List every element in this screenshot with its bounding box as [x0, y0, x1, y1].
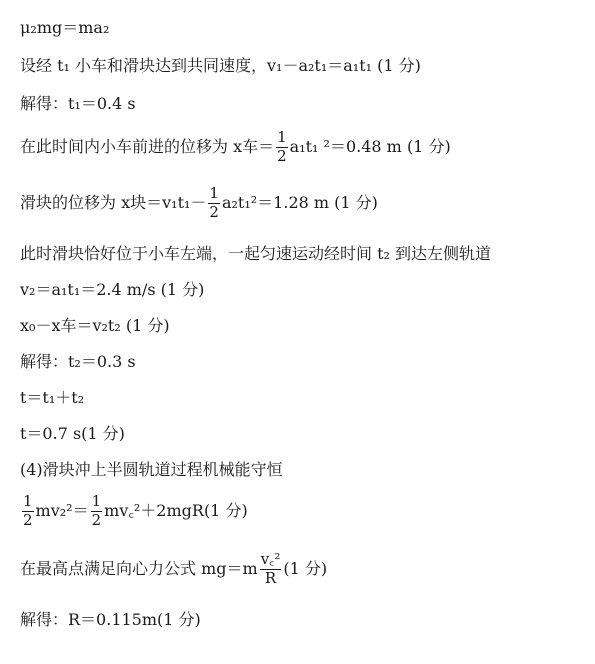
equation-friction-block: μ₂mg＝ma₂ — [20, 18, 110, 37]
energy-conservation-line: $\frac{1}{2}$ mv₂²＝ $\frac{1}{2}$ mv꜀²＋2mgR(1 分) — [23, 492, 248, 529]
uniform-motion-line: 此时滑块恰好位于小车左端，一起匀速运动经时间 t₂ 到达左侧轨道 — [20, 244, 492, 263]
velocity-v2-line: v₂＝a₁t₁＝2.4 m/s (1 分) — [20, 280, 205, 299]
fraction-half: $\frac{1}{2}$ — [277, 128, 287, 165]
common-velocity-line: 设经 t₁ 小车和滑块达到共同速度，v₁－a₂t₁＝a₁t₁ (1 分) — [20, 56, 421, 75]
fraction-half: $\frac{1}{2}$ — [23, 492, 33, 529]
block-displacement-line: 滑块的位移为 x块＝v₁t₁－ $\frac{1}{2}$ a₂t₁²＝1.28 m (1 分) — [20, 184, 378, 221]
total-time-result-line: t＝0.7 s(1 分) — [20, 424, 125, 443]
fraction-half: $\frac{1}{2}$ — [209, 184, 219, 221]
distance-equation-line: x₀－x车＝v₂t₂ (1 分) — [20, 316, 170, 335]
result-t1-line: 解得：t₁＝0.4 s — [20, 94, 136, 113]
fraction-half: $\frac{1}{2}$ — [91, 492, 102, 529]
fraction-vc-squared-over-r: $\frac{\text{v꜀²}}{R}$ — [260, 550, 281, 587]
centripetal-force-line: 在最高点满足向心力公式 mg＝m $\frac{\text{v꜀²}}{R}$ (1 分) — [20, 550, 328, 587]
part-4-heading: (4)滑块冲上半圆轨道过程机械能守恒 — [20, 460, 283, 479]
cart-displacement-line: 在此时间内小车前进的位移为 x车＝ $\frac{1}{2}$ a₁t₁ ²＝0.48 m (1 分) — [20, 128, 451, 165]
result-t2-line: 解得：t₂＝0.3 s — [20, 352, 136, 371]
result-radius-line: 解得：R＝0.115m(1 分) — [20, 610, 201, 629]
total-time-sum-line: t＝t₁＋t₂ — [20, 388, 85, 407]
